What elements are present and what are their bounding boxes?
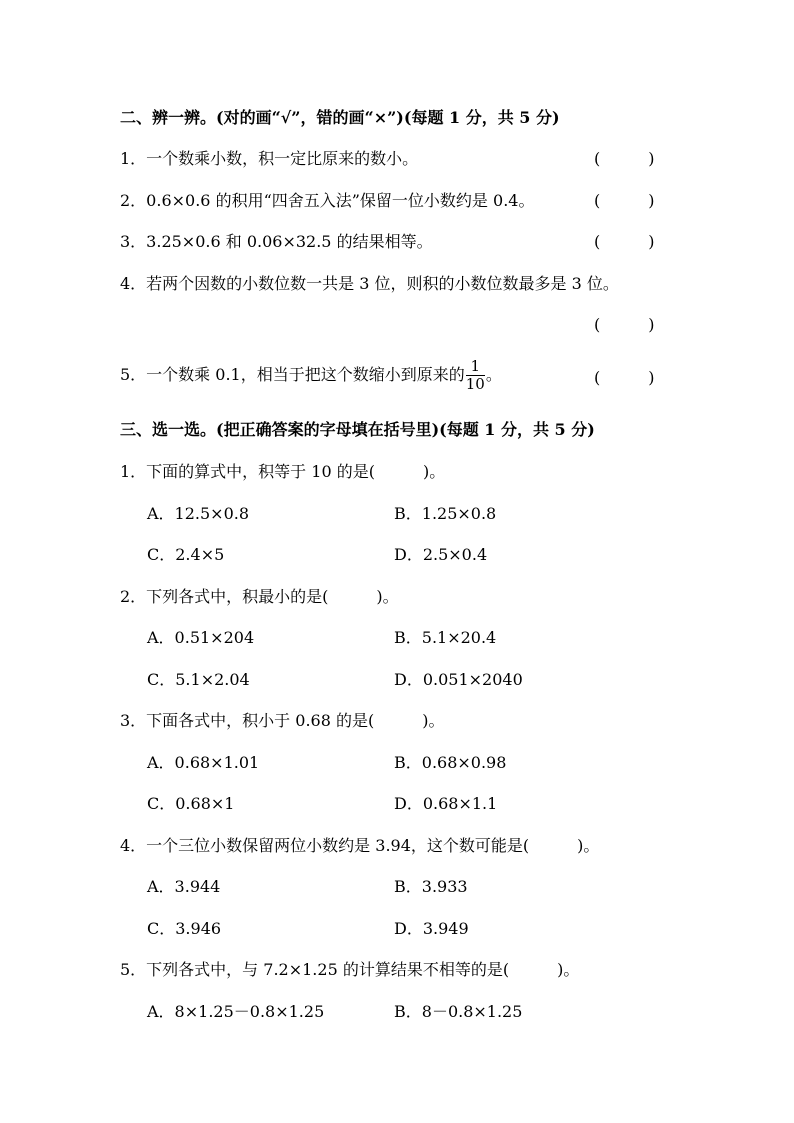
choice-question-3: 3．下面各式中，积小于 0.68 的是( )。 xyxy=(120,711,445,730)
judge-item-5 xyxy=(120,358,502,393)
option-1c[interactable]: C．2.4×5 xyxy=(147,545,225,564)
answer-blank-2[interactable]: ( ) xyxy=(594,191,655,210)
option-4b[interactable]: B．3.933 xyxy=(394,877,468,896)
judge-item-4: 4．若两个因数的小数位数一共是 3 位，则积的小数位数最多是 3 位。 xyxy=(120,274,619,293)
option-1d[interactable]: D．2.5×0.4 xyxy=(394,545,488,564)
fraction xyxy=(466,358,485,393)
option-4a[interactable]: A．3.944 xyxy=(147,877,221,896)
answer-blank-3[interactable]: ( ) xyxy=(594,232,655,251)
section2-heading: 二、辨一辨。(对的画“√”，错的画“×”)(每题 1 分，共 5 分) xyxy=(120,108,560,127)
choice-question-4: 4．一个三位小数保留两位小数约是 3.94，这个数可能是( )。 xyxy=(120,836,600,855)
option-5b[interactable]: B．8－0.8×1.25 xyxy=(394,1002,523,1021)
option-2d[interactable]: D．0.051×2040 xyxy=(394,670,523,689)
option-3a[interactable]: A．0.68×1.01 xyxy=(147,753,260,772)
section3-heading: 三、选一选。(把正确答案的字母填在括号里)(每题 1 分，共 5 分) xyxy=(120,420,595,439)
option-1a[interactable]: A．12.5×0.8 xyxy=(147,504,250,523)
option-1b[interactable]: B．1.25×0.8 xyxy=(394,504,497,523)
judge-item-5-end: 。 xyxy=(485,365,502,384)
option-3d[interactable]: D．0.68×1.1 xyxy=(394,794,498,813)
option-4d[interactable]: D．3.949 xyxy=(394,919,469,938)
choice-question-5: 5．下列各式中，与 7.2×1.25 的计算结果不相等的是( )。 xyxy=(120,960,580,979)
judge-item-2: 2．0.6×0.6 的积用“四舍五入法”保留一位小数约是 0.4。 xyxy=(120,191,535,210)
option-3c[interactable]: C．0.68×1 xyxy=(147,794,235,813)
answer-blank-1[interactable]: ( ) xyxy=(594,149,655,168)
judge-item-5-text: 5．一个数乘 0.1，相当于把这个数缩小到原来的 xyxy=(120,365,465,384)
answer-blank-5[interactable]: ( ) xyxy=(594,368,655,387)
choice-question-1: 1．下面的算式中，积等于 10 的是( )。 xyxy=(120,462,446,481)
fraction-denominator: 10 xyxy=(465,375,485,393)
option-3b[interactable]: B．0.68×0.98 xyxy=(394,753,507,772)
answer-blank-4[interactable]: ( ) xyxy=(594,315,655,334)
option-5a[interactable]: A．8×1.25－0.8×1.25 xyxy=(147,1002,325,1021)
option-4c[interactable]: C．3.946 xyxy=(147,919,222,938)
choice-question-2: 2．下列各式中，积最小的是( )。 xyxy=(120,587,399,606)
option-2c[interactable]: C．5.1×2.04 xyxy=(147,670,250,689)
option-2a[interactable]: A．0.51×204 xyxy=(147,628,255,647)
fraction-numerator: 1 xyxy=(466,358,485,376)
option-2b[interactable]: B．5.1×20.4 xyxy=(394,628,497,647)
judge-item-1: 1．一个数乘小数，积一定比原来的数小。 xyxy=(120,149,419,168)
judge-item-3: 3．3.25×0.6 和 0.06×32.5 的结果相等。 xyxy=(120,232,433,251)
